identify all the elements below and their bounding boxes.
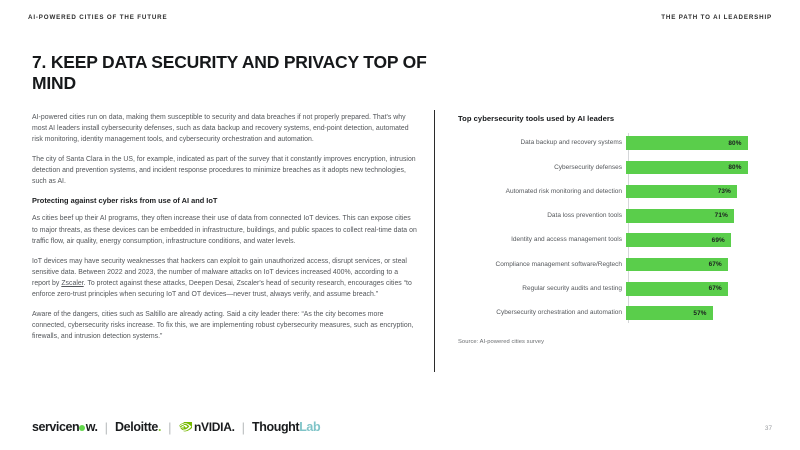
servicenow-dot-icon xyxy=(79,425,85,431)
nvidia-eye-icon xyxy=(179,422,192,433)
bar-fill xyxy=(626,136,748,150)
bar-category-label: Data loss prevention tools xyxy=(547,212,622,220)
zscaler-link[interactable]: Zscaler xyxy=(61,279,84,287)
nvidia-wordmark: nVIDIA. xyxy=(194,420,235,434)
paragraph-intro: AI-powered cities run on data, making them susceptible to security and data breaches if not properly prepared. That's why most AI leaders install cybersecurity defenses, such as data backup and recovery systems, end-point detection, automated risk monitoring, identity management tools, and cybersecurity orchestration and automation. xyxy=(32,114,409,144)
thoughtlab-text-a: Thought xyxy=(252,420,300,434)
bar-fill xyxy=(626,306,713,320)
bar-value-label: 80% xyxy=(728,163,742,171)
bar-category-label: Regular security audits and testing xyxy=(522,285,622,293)
bar-row xyxy=(458,184,778,200)
bar-value-label: 69% xyxy=(711,236,725,244)
bar-fill xyxy=(626,233,731,247)
bar-row xyxy=(458,208,778,224)
paragraph-iot-programs: As cities beef up their AI programs, they often increase their use of data from connected IoT devices. This can expose cities to major threats, as these devices can be embedded in infrastructure, buildings, and public spaces to collect real-time data on traffic flow, air quality, energy consumption, infrastructure conditions, and water levels. xyxy=(32,215,417,245)
bar-row xyxy=(458,159,778,175)
servicenow-text-b: w. xyxy=(85,420,98,434)
bar-value-label: 71% xyxy=(714,212,728,220)
chart-panel xyxy=(458,114,778,345)
bar-value-label: 67% xyxy=(708,285,722,293)
running-head xyxy=(0,14,800,21)
bar-category-label: Cybersecurity defenses xyxy=(554,163,622,171)
bar-category-label: Identity and access management tools xyxy=(511,236,622,244)
bar-row xyxy=(458,305,778,321)
deloitte-logo xyxy=(115,420,161,434)
thoughtlab-logo xyxy=(252,420,320,434)
bar-row xyxy=(458,232,778,248)
paragraph-iot-weaknesses xyxy=(32,256,418,301)
bar-track xyxy=(626,209,778,223)
bar-category-label: Cybersecurity orchestration and automation xyxy=(496,309,622,317)
deloitte-text: Deloitte xyxy=(114,420,159,434)
bar-row xyxy=(458,135,778,151)
logo-separator: | xyxy=(104,419,108,435)
bar-chart xyxy=(458,135,778,321)
paragraph-saltillo: Aware of the dangers, cities such as Saltillo are already acting. Said a city leader there: “As the city becomes more connected, cybersecurity risks increase. To fix this, we are implementing robust cybersecurity measures, such as encryption, firewalls, and intrusion detection systems.” xyxy=(32,310,414,341)
bar-track xyxy=(626,282,778,296)
servicenow-logo xyxy=(32,420,98,434)
partner-logo-bar xyxy=(32,420,320,434)
bar-category-label: Compliance management software/Regtech xyxy=(495,260,622,268)
servicenow-text-a: servicen xyxy=(32,420,80,434)
bar-track xyxy=(626,306,778,320)
thoughtlab-text-b: Lab xyxy=(299,420,321,434)
deloitte-dot-icon: . xyxy=(158,420,162,434)
running-head-left: AI-POWERED CITIES OF THE FUTURE xyxy=(28,14,168,21)
bar-fill xyxy=(626,185,737,199)
paragraph-text-before-link: IoT devices may have security weaknesses that hackers can exploit to gain unauthorized access, disrupt services, or steal sensitive data. Between 2022 and 2023, the number of malware attacks on IoT devices increased 400%, according to a report by xyxy=(32,257,407,287)
bar-value-label: 73% xyxy=(717,188,731,196)
body-text-column xyxy=(32,112,418,351)
paragraph-text-after-link: . To protect against these attacks, Deepen Desai, Zscaler's head of security research, encourages cities “to enforce zero-trust principles when securing IoT and OT devices—never trust, always verify, and assume breach.” xyxy=(32,279,412,299)
chart-source-note: Source: AI-powered cities survey xyxy=(458,339,545,346)
bar-track xyxy=(626,185,778,199)
logo-separator: | xyxy=(168,419,172,435)
nvidia-logo xyxy=(179,420,235,434)
running-head-right: THE PATH TO AI LEADERSHIP xyxy=(661,14,772,21)
bar-value-label: 67% xyxy=(708,260,722,268)
bar-value-label: 80% xyxy=(728,139,742,147)
bar-track xyxy=(626,233,778,247)
bar-value-label: 57% xyxy=(693,309,707,317)
bar-track xyxy=(626,258,778,272)
paragraph-santa-clara: The city of Santa Clara in the US, for example, indicated as part of the survey that it constantly improves encryption, intrusion detection and prevention systems, and incident response procedures to minimize breaches as it adopts new technologies, such as AI. xyxy=(32,156,416,186)
bar-fill xyxy=(626,282,728,296)
column-divider xyxy=(434,110,435,372)
section-subheading: Protecting against cyber risks from use of AI and IoT xyxy=(32,196,218,206)
bar-track xyxy=(626,161,778,175)
bar-fill xyxy=(626,258,728,272)
bar-row xyxy=(458,256,778,272)
bar-category-label: Data backup and recovery systems xyxy=(520,139,622,147)
chart-title: Top cybersecurity tools used by AI leaders xyxy=(458,114,615,123)
logo-separator: | xyxy=(241,419,245,435)
bar-row xyxy=(458,281,778,297)
bar-fill xyxy=(626,161,748,175)
page-title: 7. KEEP DATA SECURITY AND PRIVACY TOP OF MIND xyxy=(32,52,427,94)
bar-track xyxy=(626,136,778,150)
bar-category-label: Automated risk monitoring and detection xyxy=(505,187,622,195)
bar-fill xyxy=(626,209,734,223)
page-number: 37 xyxy=(764,425,772,432)
